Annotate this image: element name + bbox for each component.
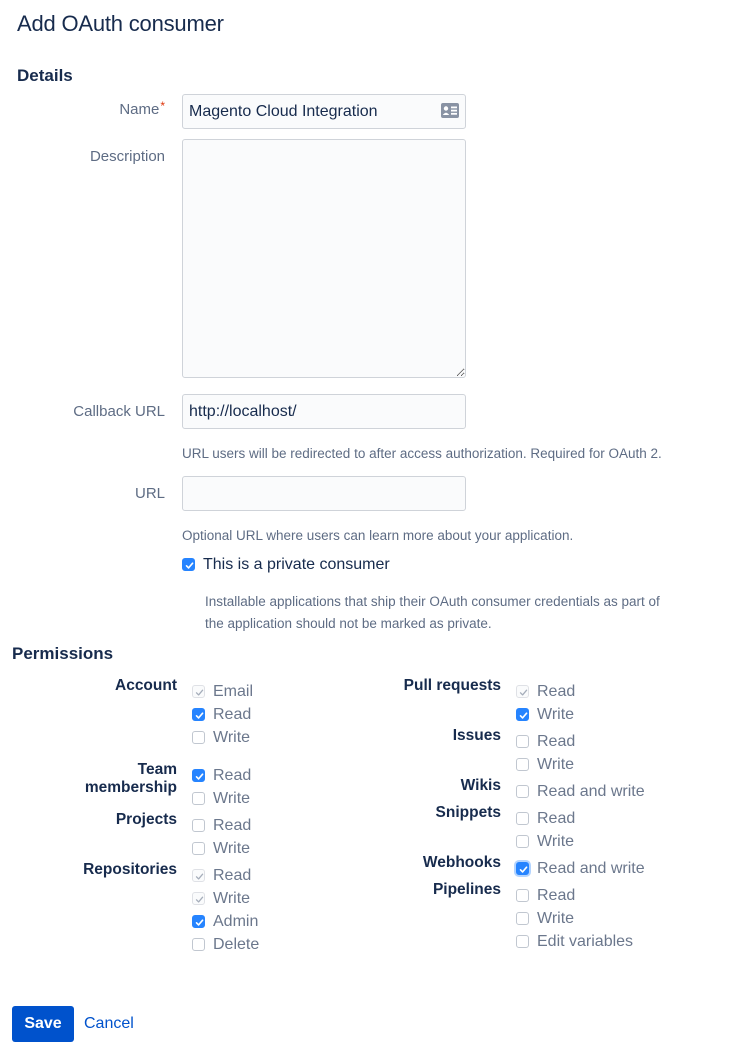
callback-url-label: Callback URL xyxy=(73,403,165,420)
perm-pipelines-edit-variables[interactable]: Edit variables xyxy=(516,932,633,952)
checkbox-unchecked-icon[interactable] xyxy=(516,889,529,902)
checkbox-disabled-checked-icon xyxy=(192,685,205,698)
perm-group-repositories: Repositories xyxy=(83,861,177,878)
perm-group-issues: Issues xyxy=(452,727,501,744)
private-consumer-label: This is a private consumer xyxy=(203,556,390,573)
perm-pipelines-read[interactable]: Read xyxy=(516,886,575,906)
perm-group-team-membership: Team membership xyxy=(84,761,177,796)
perm-account-email: Email xyxy=(192,682,253,702)
perm-account-read[interactable]: Read xyxy=(192,705,251,725)
perm-group-pipelines: Pipelines xyxy=(432,881,501,898)
checkbox-checked-icon[interactable] xyxy=(182,558,195,571)
checkbox-unchecked-icon[interactable] xyxy=(192,819,205,832)
url-help: Optional URL where users can learn more about your application. xyxy=(182,528,574,543)
checkbox-checked-icon[interactable] xyxy=(192,769,205,782)
description-textarea[interactable] xyxy=(182,139,466,378)
perm-group-wikis: Wikis xyxy=(460,777,501,794)
perm-group-account: Account xyxy=(115,677,177,694)
name-label: Name* xyxy=(119,99,165,118)
checkbox-checked-icon[interactable] xyxy=(192,708,205,721)
save-button[interactable]: Save xyxy=(12,1006,74,1042)
checkbox-disabled-checked-icon xyxy=(192,892,205,905)
checkbox-unchecked-icon[interactable] xyxy=(516,758,529,771)
required-marker: * xyxy=(160,99,165,113)
perm-wikis-read-write[interactable]: Read and write xyxy=(516,782,645,802)
checkbox-checked-icon[interactable] xyxy=(516,708,529,721)
checkbox-disabled-checked-icon xyxy=(192,869,205,882)
perm-repositories-read: Read xyxy=(192,866,251,886)
checkbox-unchecked-icon[interactable] xyxy=(516,735,529,748)
checkbox-unchecked-icon[interactable] xyxy=(192,792,205,805)
perm-team-write[interactable]: Write xyxy=(192,789,250,809)
perm-snippets-read[interactable]: Read xyxy=(516,809,575,829)
contact-card-icon[interactable] xyxy=(441,103,459,118)
description-label: Description xyxy=(89,148,165,165)
perm-pull-requests-write[interactable]: Write xyxy=(516,705,574,725)
perm-group-webhooks: Webhooks xyxy=(422,854,501,871)
checkbox-checked-icon[interactable] xyxy=(192,915,205,928)
perm-webhooks-read-write[interactable]: Read and write xyxy=(516,859,645,879)
checkbox-unchecked-icon[interactable] xyxy=(192,731,205,744)
private-consumer-help: Installable applications that ship their OAuth consumer credentials as part of the application should not be marked as private. xyxy=(205,594,660,631)
perm-pipelines-write[interactable]: Write xyxy=(516,909,574,929)
perm-pull-requests-read: Read xyxy=(516,682,575,702)
perm-snippets-write[interactable]: Write xyxy=(516,832,574,852)
name-input[interactable] xyxy=(182,94,466,129)
checkbox-unchecked-icon[interactable] xyxy=(516,785,529,798)
checkbox-unchecked-icon[interactable] xyxy=(516,912,529,925)
checkbox-unchecked-icon[interactable] xyxy=(516,835,529,848)
perm-repositories-admin[interactable]: Admin xyxy=(192,912,258,932)
callback-url-input[interactable] xyxy=(182,394,466,429)
page-title: Add OAuth consumer xyxy=(17,11,224,36)
checkbox-unchecked-icon[interactable] xyxy=(516,812,529,825)
perm-repositories-delete[interactable]: Delete xyxy=(192,935,259,955)
url-label: URL xyxy=(134,485,165,502)
perm-group-snippets: Snippets xyxy=(435,804,501,821)
cancel-link[interactable]: Cancel xyxy=(84,1015,134,1032)
private-consumer-checkbox[interactable] xyxy=(182,555,390,575)
perm-issues-write[interactable]: Write xyxy=(516,755,574,775)
checkbox-unchecked-icon[interactable] xyxy=(192,938,205,951)
details-heading: Details xyxy=(17,66,73,85)
permissions-heading: Permissions xyxy=(12,644,114,663)
perm-account-write[interactable]: Write xyxy=(192,728,250,748)
checkbox-checked-icon[interactable] xyxy=(516,862,529,875)
perm-group-projects: Projects xyxy=(115,811,177,828)
perm-projects-write[interactable]: Write xyxy=(192,839,250,859)
callback-url-help: URL users will be redirected to after access authorization. Required for OAuth 2. xyxy=(182,446,662,461)
perm-issues-read[interactable]: Read xyxy=(516,732,575,752)
perm-repositories-write: Write xyxy=(192,889,250,909)
checkbox-disabled-checked-icon xyxy=(516,685,529,698)
perm-team-read[interactable]: Read xyxy=(192,766,251,786)
perm-group-pull-requests: Pull requests xyxy=(403,677,501,694)
perm-projects-read[interactable]: Read xyxy=(192,816,251,836)
checkbox-unchecked-icon[interactable] xyxy=(516,935,529,948)
checkbox-unchecked-icon[interactable] xyxy=(192,842,205,855)
url-input[interactable] xyxy=(182,476,466,511)
